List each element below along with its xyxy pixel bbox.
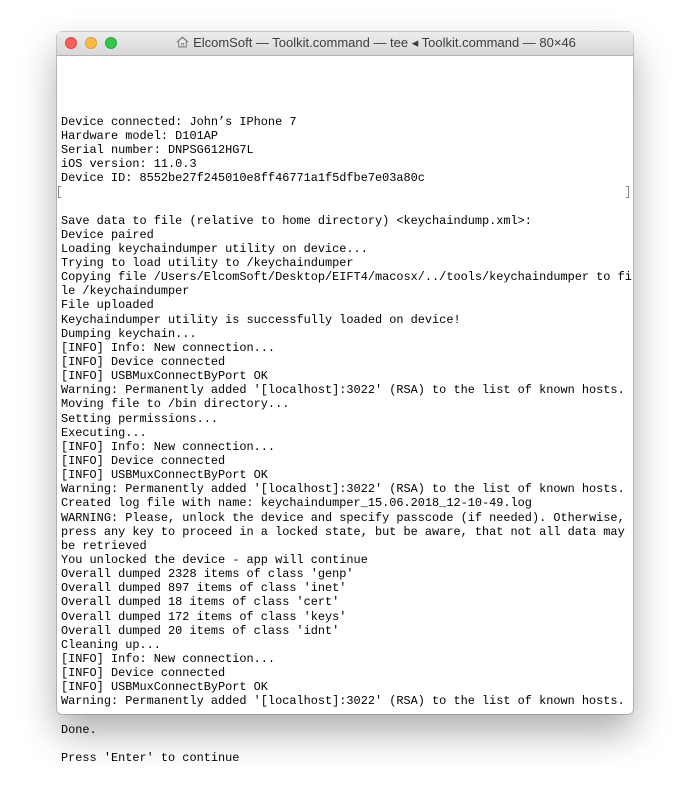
terminal-line: Setting permissions... — [61, 411, 218, 426]
terminal-line: [INFO] Device connected — [61, 666, 226, 681]
terminal-line: Hardware model: D101AP — [61, 128, 218, 143]
terminal-line: Warning: Permanently added '[localhost]:3022' (RSA) to the list of known hosts. — [61, 383, 625, 398]
terminal-line: Device connected: John’s IPhone 7 — [61, 114, 297, 129]
selection-bracket-right — [626, 186, 629, 198]
terminal-line: File uploaded — [61, 298, 154, 313]
terminal-line: Overall dumped 2328 items of class 'genp' — [61, 567, 354, 582]
terminal-line: Trying to load utility to /keychaindumper — [61, 256, 354, 271]
terminal-line: le /keychaindumper — [61, 284, 190, 299]
terminal-line: be retrieved — [61, 538, 147, 553]
terminal-line: Device paired — [61, 227, 154, 242]
close-button[interactable] — [65, 37, 77, 49]
window-title — [127, 35, 625, 52]
window-title-text: ElcomSoft — Toolkit.command — tee ◂ Toolkit.command — 80×46 — [193, 35, 576, 50]
terminal-line: [INFO] USBMuxConnectByPort OK — [61, 468, 268, 483]
terminal-line: Executing... — [61, 425, 147, 440]
zoom-button[interactable] — [105, 37, 117, 49]
terminal-line: [INFO] USBMuxConnectByPort OK — [61, 680, 268, 695]
terminal-output[interactable] — [61, 58, 632, 765]
terminal-line: [INFO] Info: New connection... — [61, 340, 276, 355]
terminal-line: Copying file /Users/ElcomSoft/Desktop/EIFT4/macosx/../tools/keychaindumper to fi — [61, 270, 632, 285]
terminal-line: Warning: Permanently added '[localhost]:3022' (RSA) to the list of known hosts. — [61, 482, 625, 497]
terminal-line: Warning: Permanently added '[localhost]:3022' (RSA) to the list of known hosts. — [61, 694, 625, 709]
home-folder-icon — [176, 36, 189, 48]
terminal-line — [61, 185, 629, 199]
terminal-line: Created log file with name: keychaindumper_15.06.2018_12-10-49.log — [61, 496, 532, 511]
selection-bracket-left — [58, 186, 61, 198]
terminal-line: Overall dumped 897 items of class 'inet' — [61, 581, 347, 596]
terminal-line: iOS version: 11.0.3 — [61, 157, 197, 172]
terminal-line: Done. — [61, 722, 97, 737]
terminal-line: Overall dumped 18 items of class 'cert' — [61, 595, 340, 610]
terminal-line: Cleaning up... — [61, 637, 161, 652]
terminal-line: Save data to file (relative to home directory) <keychaindump.xml>: — [61, 213, 532, 228]
terminal-line — [61, 709, 629, 723]
terminal-window[interactable] — [57, 32, 633, 765]
terminal-line — [61, 199, 629, 213]
terminal-line: WARNING: Please, unlock the device and specify passcode (if needed). Otherwise, — [61, 510, 625, 525]
terminal-line: press any key to proceed in a locked state, but be aware, that not all data may — [61, 524, 625, 539]
terminal-line: [INFO] Device connected — [61, 454, 226, 468]
minimize-button[interactable] — [85, 37, 97, 49]
terminal-line — [61, 737, 629, 751]
terminal-line: Overall dumped 20 items of class 'idnt' — [61, 623, 340, 638]
terminal-line: Loading keychaindumper utility on device... — [61, 241, 368, 256]
terminal-line: [INFO] Device connected — [61, 355, 226, 370]
terminal-line: Keychaindumper utility is successfully loaded on device! — [61, 312, 461, 327]
terminal-line: Dumping keychain... — [61, 326, 197, 341]
terminal-line: Press 'Enter' to continue — [61, 750, 240, 765]
terminal-line: [INFO] Info: New connection... — [61, 651, 276, 666]
terminal-line: Serial number: DNPSG612HG7L — [61, 142, 254, 157]
terminal-line: [INFO] USBMuxConnectByPort OK — [61, 369, 268, 384]
terminal-line: [INFO] Info: New connection... — [61, 439, 276, 454]
terminal-line: Device ID: 8552be27f245010e8ff46771a1f5dfbe7e03a80c — [61, 171, 425, 186]
terminal-line: Moving file to /bin directory... — [61, 397, 290, 412]
title-bar[interactable] — [57, 32, 633, 56]
terminal-line: Overall dumped 172 items of class 'keys' — [61, 609, 347, 624]
terminal-line: You unlocked the device - app will continue — [61, 552, 368, 567]
